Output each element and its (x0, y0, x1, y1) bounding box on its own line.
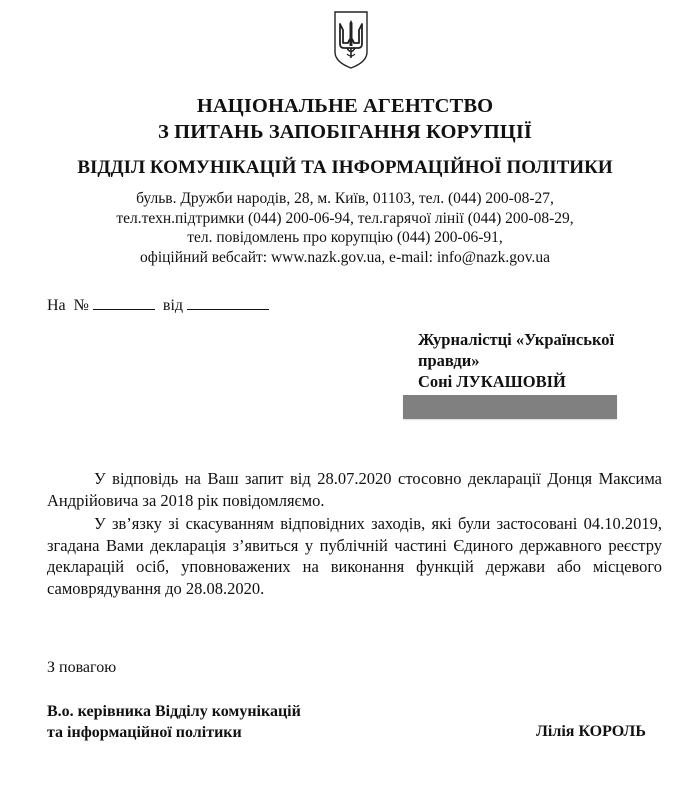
contact-corruption-report-line: тел. повідомлень про корупцію (044) 200-06-91, (187, 229, 503, 246)
signer-title-line-1: В.о. керівника Відділу комунікацій (47, 703, 301, 720)
addressee-line-1: Журналістці «Української (418, 330, 615, 349)
signer-title-line-2: та інформаційної політики (47, 723, 242, 741)
reference-prefix: На (47, 297, 66, 314)
agency-name-line-2: З ПИТАНЬ ЗАПОБІГАННЯ КОРУПЦІЇ (158, 121, 532, 143)
contact-address-line: бульв. Дружби народів, 28, м. Київ, 01103, тел. (044) 200-08-27, (136, 190, 554, 207)
agency-name-line-1: НАЦІОНАЛЬНЕ АГЕНТСТВО (196, 95, 494, 117)
ukraine-trident-coat-of-arms-icon (333, 8, 369, 70)
department-name: ВІДДІЛ КОМУНІКАЦІЙ ТА ІНФОРМАЦІЙНОЇ ПОЛІТИКИ (77, 157, 613, 178)
contact-web-email-line: офіційний вебсайт: www.nazk.gov.ua, e-mail: info@nazk.gov.ua (140, 248, 550, 266)
body-paragraph: У зв’язку зі скасуванням відповідних заходів, які були застосовані 04.10.2019, згадана Вами декларація з’явиться у публічній частині Єдиного державного реєстру декларацій осіб, уповноважених на виконання функцій держави або місцевого самоврядування до 28.08.2020. (47, 514, 662, 598)
contact-block (0, 189, 690, 267)
addressee-name: Соні ЛУКАШОВІЙ (418, 372, 566, 391)
reference-line (47, 295, 269, 316)
signer-name: Лілія КОРОЛЬ (536, 723, 646, 740)
redacted-address-bar (403, 395, 617, 419)
number-sign: № (73, 297, 89, 314)
addressee-block (418, 329, 668, 392)
body-paragraph-1-container (47, 468, 662, 511)
addressee-line-2: правди» (418, 351, 480, 370)
reference-date-label: від (162, 297, 184, 314)
reference-number-blank (93, 295, 155, 310)
closing-salutation: З повагою (47, 659, 117, 676)
body-paragraph-2-container (47, 513, 662, 599)
body-paragraph: У відповідь на Ваш запит від 28.07.2020 стосовно декларації Донця Максима Андрійовича за 2018 рік повідомляємо. (47, 469, 662, 510)
signer-title (47, 702, 301, 743)
reference-date-blank (187, 295, 269, 310)
contact-phones-line: тел.техн.підтримки (044) 200-06-94, тел.гарячої лінії (044) 200-08-29, (116, 209, 574, 227)
